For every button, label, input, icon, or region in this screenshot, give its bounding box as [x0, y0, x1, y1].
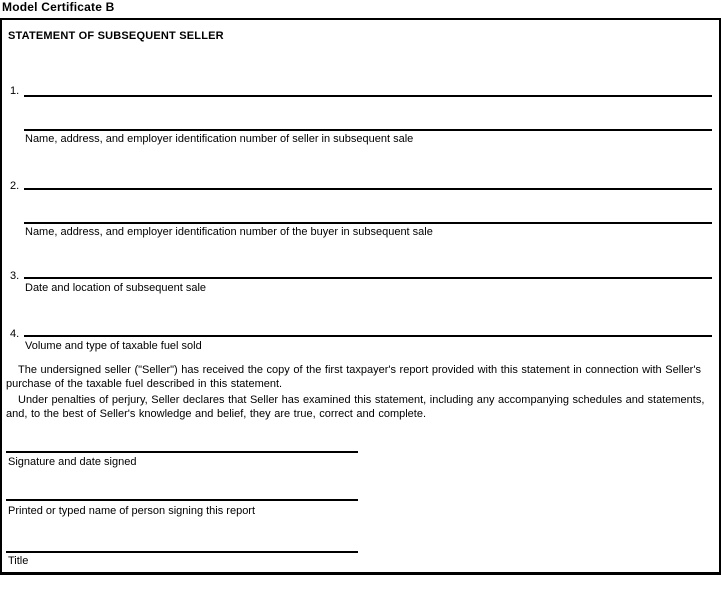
- item-1-blank-line-1: [24, 95, 712, 97]
- title-blank-line: [6, 551, 358, 553]
- item-1-number: 1.: [10, 85, 20, 97]
- item-1-blank-line-2: [24, 129, 712, 131]
- item-4-label: Volume and type of taxable fuel sold: [25, 340, 202, 352]
- signature-blank-line: [6, 451, 358, 453]
- item-2-number: 2.: [10, 180, 20, 192]
- item-3-number: 3.: [10, 270, 20, 282]
- printed-name-blank-line: [6, 499, 358, 501]
- item-2-label: Name, address, and employer identification number of the buyer in subsequent sale: [25, 226, 433, 238]
- paragraph-first-taxpayer-report: The undersigned seller ("Seller") has received the copy of the first taxpayer's report provided with this statement in connection with Seller's purchase of the taxable fuel described in this statement.: [6, 364, 701, 390]
- printed-name-label: Printed or typed name of person signing this report: [8, 505, 256, 517]
- item-3-blank-line: [24, 277, 712, 279]
- item-1-label: Name, address, and employer identification number of seller in subsequent sale: [25, 133, 414, 145]
- paragraph-penalties-of-perjury: Under penalties of perjury, Seller declares that Seller has examined this statement, including any accompanying schedules and statements, and, to the best of Seller's knowledge and belief, they are true, correct and complete.: [6, 394, 705, 420]
- title-label: Title: [8, 555, 29, 567]
- signature-label: Signature and date signed: [8, 456, 137, 468]
- item-4-blank-line: [24, 335, 712, 337]
- certificate-box: [0, 18, 721, 575]
- statement-heading: STATEMENT OF SUBSEQUENT SELLER: [8, 30, 224, 42]
- item-2-blank-line-2: [24, 222, 712, 224]
- item-2-blank-line-1: [24, 188, 712, 190]
- item-3-label: Date and location of subsequent sale: [25, 282, 207, 294]
- document-title: Model Certificate B: [2, 0, 115, 14]
- item-4-number: 4.: [10, 328, 20, 340]
